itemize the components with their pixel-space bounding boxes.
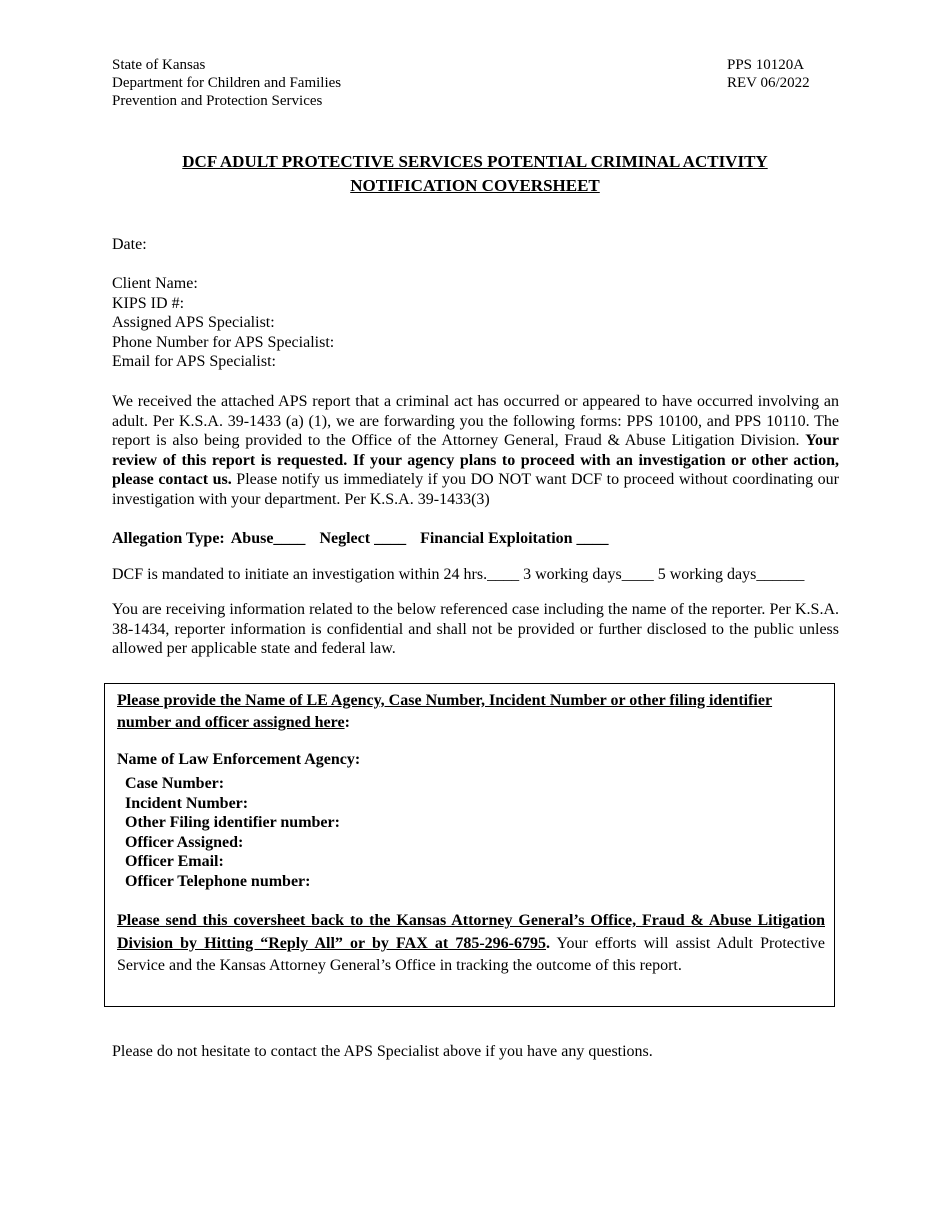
kips-id-label: KIPS ID #: [112, 294, 185, 312]
allegation-financial: Financial Exploitation ____ [420, 530, 609, 547]
return-instructions-bold: Please send this coversheet back to the Kansas Attorney General’s Office, Fraud & Abuse Litigation Division by Hitting “Reply All” or by FAX at 785-296-6795 [117, 912, 825, 952]
le-field-list [125, 774, 340, 891]
title-line-1: DCF ADULT PROTECTIVE SERVICES POTENTIAL CRIMINAL ACTIVITY [182, 152, 768, 171]
law-enforcement-box [104, 683, 835, 1007]
return-instructions [117, 910, 825, 978]
officer-assigned-label: Officer Assigned: [125, 833, 244, 851]
specialist-email-label: Email for APS Specialist: [112, 353, 276, 370]
le-instruction [117, 690, 825, 734]
incident-number-label: Incident Number: [125, 794, 249, 812]
return-instructions-text: Your efforts will assist Adult Protective Service and the Kansas Attorney General’s Office in tracking the outcome of this report. [117, 934, 825, 974]
confidentiality-paragraph [112, 600, 839, 659]
notification-text-b: Please notify us immediately if you DO NOT want DCF to proceed without coordinating our investigation with your department. Per K.S.A. 39-1433(3) [112, 471, 840, 508]
form-id-header [727, 56, 810, 92]
allegation-abuse: Abuse____ [230, 530, 306, 547]
client-info-fields [112, 274, 839, 372]
allegation-neglect: Neglect ____ [319, 530, 407, 547]
client-name-label: Client Name: [112, 275, 198, 292]
allegation-type-row [112, 529, 839, 549]
notification-request-bold: Your review of this report is requested. If your agency plans to proceed with an investigation or other action, please contact us. [112, 432, 839, 488]
date-label: Date: [112, 236, 147, 253]
closing-text: Please do not hesitate to contact the APS Specialist above if you have any questions. [112, 1043, 653, 1060]
le-agency-label: Name of Law Enforcement Agency: [117, 751, 361, 768]
notification-text-a: We received the attached APS report that a criminal act has occurred or appeared to have occurred involving an adult. Per K.S.A. 39-1433 (a) (1), we are forwarding you the following forms: PPS 10100, and PPS 10110. The report is also being provided to the Office of the Attorney General, Fraud & Abuse Litigation Division. [112, 393, 839, 449]
form-number: PPS 10120A [727, 57, 805, 73]
specialist-label: Assigned APS Specialist: [112, 314, 275, 331]
officer-phone-label: Officer Telephone number: [125, 872, 311, 890]
closing-line [112, 1042, 839, 1062]
page-title [112, 150, 838, 198]
header-line-department: Department for Children and Families [112, 75, 342, 91]
le-instruction-text: Please provide the Name of LE Agency, Case Number, Incident Number or other filing identifier number and officer assigned here [117, 692, 773, 731]
officer-email-label: Officer Email: [125, 853, 224, 870]
form-revision: REV 06/2022 [727, 75, 810, 91]
other-filing-label: Other Filing identifier number: [125, 814, 340, 831]
allegation-label: Allegation Type: [112, 530, 225, 547]
header-line-division: Prevention and Protection Services [112, 93, 323, 109]
confidentiality-text: You are receiving information related to the below referenced case including the name of the reporter. Per K.S.A. 38-1434, reporter information is confidential and shall not be provided or further disclosed to the public unless allowed per applicable state and federal law. [112, 601, 839, 657]
header-line-state: State of Kansas [112, 57, 206, 73]
case-number-label: Case Number: [125, 775, 225, 792]
title-line-2: NOTIFICATION COVERSHEET [350, 176, 600, 195]
mandate-text: DCF is mandated to initiate an investigation within 24 hrs.____ 3 working days____ 5 working days______ [112, 566, 805, 583]
le-instruction-colon: : [344, 714, 350, 731]
return-instructions-period: . [546, 934, 551, 952]
notification-paragraph [112, 392, 839, 509]
date-field [112, 235, 839, 255]
mandate-line [112, 565, 839, 585]
specialist-phone-label: Phone Number for APS Specialist: [112, 333, 335, 351]
agency-header [112, 56, 341, 110]
